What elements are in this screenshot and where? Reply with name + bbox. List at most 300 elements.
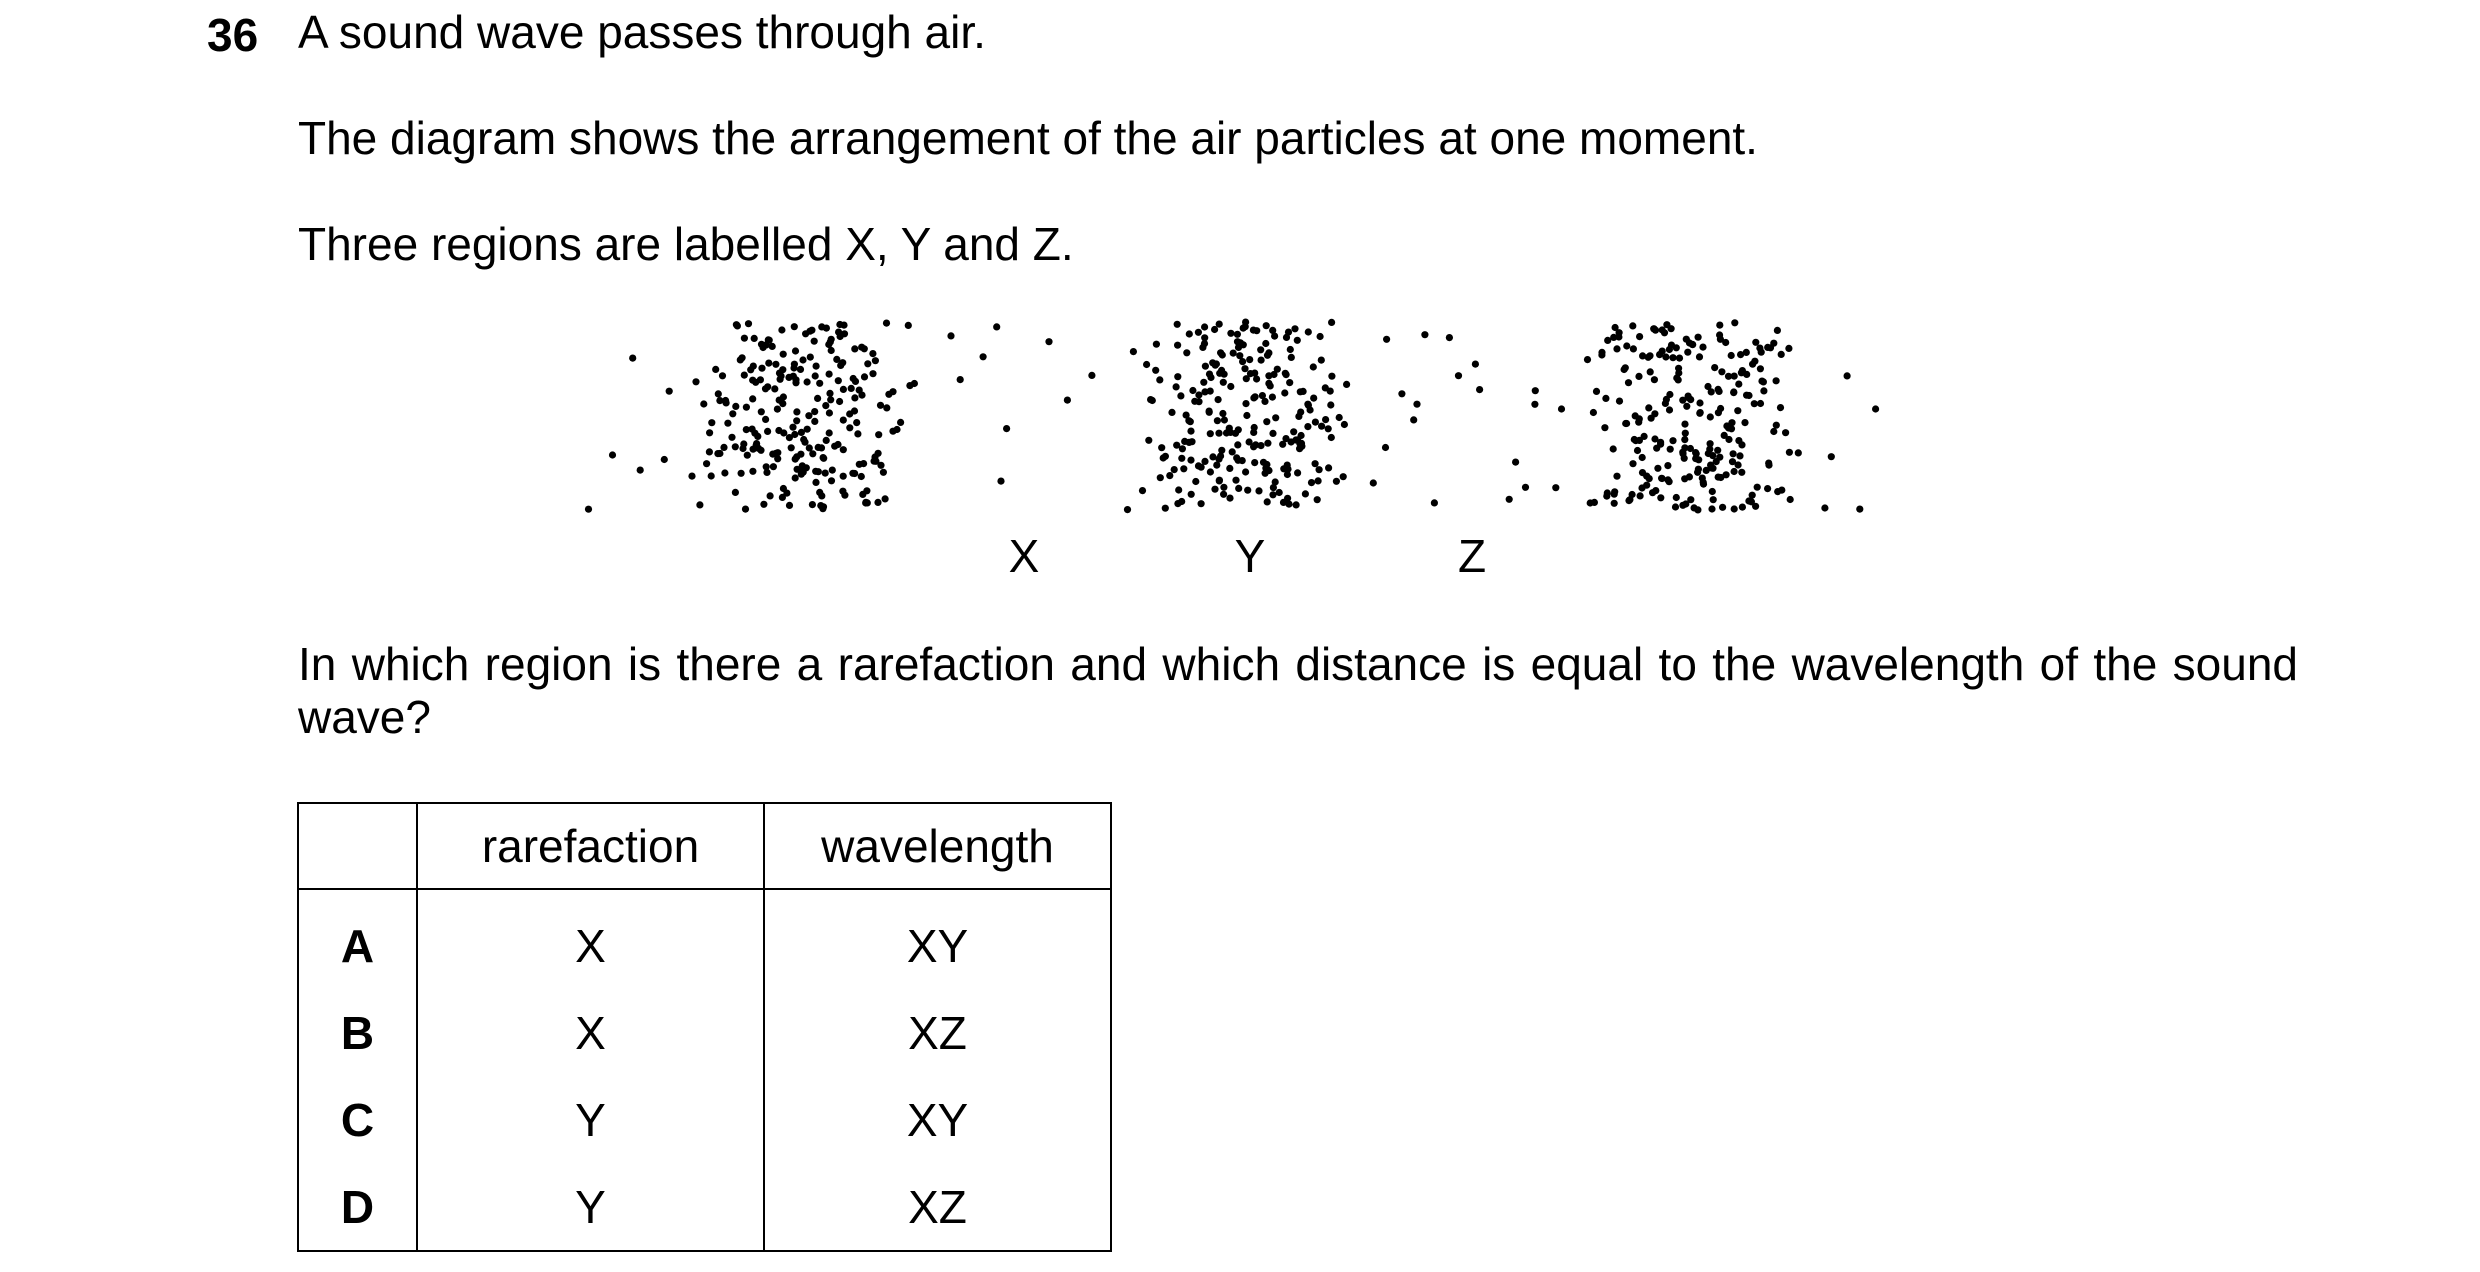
air-particle xyxy=(1672,503,1679,510)
air-particle xyxy=(1715,386,1722,393)
air-particle xyxy=(1643,482,1650,489)
air-particle xyxy=(721,469,728,476)
option-letter: A xyxy=(298,889,417,989)
option-letter: B xyxy=(298,989,417,1076)
air-particle xyxy=(1687,496,1694,503)
air-particle xyxy=(1213,360,1220,367)
air-particle xyxy=(1472,361,1479,368)
header-rarefaction: rarefaction xyxy=(417,803,764,889)
air-particle xyxy=(1795,449,1802,456)
air-particle xyxy=(1730,450,1737,457)
air-particle xyxy=(897,419,904,426)
air-particle xyxy=(863,487,870,494)
air-particle xyxy=(1626,496,1633,503)
air-particle xyxy=(823,437,830,444)
air-particle xyxy=(1239,358,1246,365)
air-particle xyxy=(877,462,884,469)
air-particle xyxy=(1215,396,1222,403)
air-particle xyxy=(1682,430,1689,437)
air-particle xyxy=(1201,323,1208,330)
air-particle xyxy=(846,424,853,431)
air-particle xyxy=(776,370,783,377)
air-particle xyxy=(1722,339,1729,346)
air-particle xyxy=(758,365,765,372)
air-particle xyxy=(715,390,722,397)
air-particles-diagram xyxy=(560,310,1940,600)
air-particle xyxy=(1274,366,1281,373)
question-prompt: In which region is there a rarefaction and which distance is equal to the wavelength of the sound wave? xyxy=(298,638,2298,743)
air-particle xyxy=(1322,416,1329,423)
air-particle xyxy=(1679,502,1686,509)
air-particle xyxy=(769,343,776,350)
air-particle xyxy=(864,360,871,367)
air-particle xyxy=(822,470,829,477)
air-particle xyxy=(826,409,833,416)
air-particle xyxy=(757,447,764,454)
air-particle xyxy=(1641,433,1648,440)
air-particle xyxy=(1234,441,1241,448)
air-particle xyxy=(1410,416,1417,423)
region-label-y: Y xyxy=(1234,530,1266,582)
air-particle xyxy=(1294,469,1301,476)
air-particle xyxy=(774,406,781,413)
air-particle xyxy=(1731,373,1738,380)
air-particle xyxy=(767,492,774,499)
air-particle xyxy=(1757,400,1764,407)
air-particle xyxy=(893,426,900,433)
air-particle xyxy=(819,505,826,512)
air-particle xyxy=(1294,337,1301,344)
air-particle xyxy=(853,419,860,426)
air-particle xyxy=(861,345,868,352)
air-particle xyxy=(792,474,799,481)
air-particle xyxy=(1730,388,1737,395)
air-particle xyxy=(1207,388,1214,395)
air-particle xyxy=(826,429,833,436)
air-particle xyxy=(1676,355,1683,362)
air-particle xyxy=(1697,409,1704,416)
air-particle xyxy=(1180,465,1187,472)
air-particle xyxy=(1179,445,1186,452)
air-particle xyxy=(1725,436,1732,443)
air-particle xyxy=(1476,386,1483,393)
option-row-a[interactable] xyxy=(298,889,1111,989)
air-particle xyxy=(1229,448,1236,455)
air-particle xyxy=(1195,398,1202,405)
air-particle xyxy=(1711,364,1718,371)
air-particle xyxy=(1757,365,1764,372)
air-particle xyxy=(1269,327,1276,334)
air-particle xyxy=(788,444,795,451)
air-particle xyxy=(993,323,1000,330)
air-particle xyxy=(1124,506,1131,513)
air-particle xyxy=(1206,408,1213,415)
air-particle xyxy=(812,468,819,475)
air-particle xyxy=(1760,378,1767,385)
air-particle xyxy=(1276,489,1283,496)
air-particle xyxy=(1623,342,1630,349)
air-particle xyxy=(1316,466,1323,473)
air-particle xyxy=(762,416,769,423)
air-particle xyxy=(712,366,719,373)
air-particle xyxy=(1269,394,1276,401)
air-particle xyxy=(1658,475,1665,482)
air-particle xyxy=(1288,354,1295,361)
air-particle xyxy=(1666,391,1673,398)
air-particle xyxy=(1679,397,1686,404)
air-particle xyxy=(1315,477,1322,484)
air-particle xyxy=(1751,358,1758,365)
air-particle xyxy=(585,506,592,513)
air-particle xyxy=(1413,401,1420,408)
air-particle xyxy=(1636,415,1643,422)
air-particle xyxy=(805,412,812,419)
air-particle xyxy=(1710,496,1717,503)
air-particle xyxy=(1764,485,1771,492)
air-particle xyxy=(1336,414,1343,421)
air-particle xyxy=(609,451,616,458)
air-particle xyxy=(1258,357,1265,364)
air-particle xyxy=(1178,498,1185,505)
air-particle xyxy=(765,360,772,367)
air-particle xyxy=(798,471,805,478)
air-particle xyxy=(1201,334,1208,341)
air-particle xyxy=(1261,398,1268,405)
air-particle xyxy=(840,386,847,393)
air-particle xyxy=(815,444,822,451)
air-particle xyxy=(738,470,745,477)
air-particle xyxy=(1637,492,1644,499)
option-row-c[interactable] xyxy=(298,1076,1111,1163)
air-particle xyxy=(820,455,827,462)
air-particle xyxy=(1263,322,1270,329)
air-particle xyxy=(1264,352,1271,359)
air-particle xyxy=(1250,429,1257,436)
air-particle xyxy=(1298,432,1305,439)
air-particle xyxy=(1666,406,1673,413)
header-wavelength: wavelength xyxy=(764,803,1111,889)
air-particle xyxy=(1646,475,1653,482)
air-particle xyxy=(1785,345,1792,352)
air-particle xyxy=(1774,327,1781,334)
air-particle xyxy=(1252,393,1259,400)
question-regions-description: Three regions are labelled X, Y and Z. xyxy=(298,218,1074,270)
air-particle xyxy=(1227,330,1234,337)
air-particle xyxy=(1325,464,1332,471)
air-particle xyxy=(840,473,847,480)
air-particle xyxy=(1232,477,1239,484)
air-particle xyxy=(1286,379,1293,386)
air-particle xyxy=(874,499,881,506)
air-particle xyxy=(1645,404,1652,411)
air-particle xyxy=(1778,351,1785,358)
air-particle xyxy=(1152,367,1159,374)
air-particle xyxy=(1269,430,1276,437)
air-particle xyxy=(1681,421,1688,428)
air-particle xyxy=(1308,479,1315,486)
air-particle xyxy=(688,473,695,480)
air-particle xyxy=(752,379,759,386)
air-particle xyxy=(771,385,778,392)
air-particle xyxy=(1206,371,1213,378)
air-particle xyxy=(1593,388,1600,395)
air-particle xyxy=(809,450,816,457)
air-particle xyxy=(809,501,816,508)
air-particle xyxy=(1657,494,1664,501)
air-particle xyxy=(1247,370,1254,377)
air-particle xyxy=(827,396,834,403)
air-particle xyxy=(629,355,636,362)
air-particle xyxy=(732,403,739,410)
air-particle xyxy=(1187,457,1194,464)
air-particle xyxy=(818,492,825,499)
air-particle xyxy=(1243,412,1250,419)
air-particle xyxy=(841,492,848,499)
air-particle xyxy=(1162,453,1169,460)
air-particle xyxy=(1218,447,1225,454)
air-particle xyxy=(793,417,800,424)
air-particle xyxy=(811,408,818,415)
air-particle xyxy=(1735,437,1742,444)
air-particle xyxy=(1175,486,1182,493)
air-particle xyxy=(980,353,987,360)
air-particle xyxy=(1679,449,1686,456)
air-particle xyxy=(666,388,673,395)
air-particle xyxy=(1735,381,1742,388)
air-particle xyxy=(803,464,810,471)
air-particle xyxy=(791,323,798,330)
air-particle xyxy=(828,347,835,354)
air-particle xyxy=(1743,371,1750,378)
air-particle xyxy=(1615,333,1622,340)
air-particle xyxy=(1147,396,1154,403)
air-particle xyxy=(719,372,726,379)
air-particle xyxy=(1327,388,1334,395)
air-particle xyxy=(1272,478,1279,485)
air-particle xyxy=(1651,410,1658,417)
air-particle xyxy=(1558,405,1565,412)
air-particle xyxy=(1312,419,1319,426)
air-particle xyxy=(1227,429,1234,436)
air-particle xyxy=(1304,423,1311,430)
air-particle xyxy=(772,450,779,457)
air-particle xyxy=(1714,447,1721,454)
air-particle xyxy=(840,446,847,453)
air-particle xyxy=(1242,323,1249,330)
air-particle xyxy=(742,506,749,513)
air-particle xyxy=(1673,494,1680,501)
air-particle xyxy=(1634,447,1641,454)
air-particle xyxy=(793,408,800,415)
air-particle xyxy=(1257,442,1264,449)
air-particle xyxy=(758,408,765,415)
air-particle xyxy=(835,377,842,384)
option-letter: C xyxy=(298,1076,417,1163)
air-particle xyxy=(947,332,954,339)
air-particle xyxy=(720,444,727,451)
air-particle xyxy=(783,490,790,497)
air-particle xyxy=(1703,467,1710,474)
air-particle xyxy=(1716,322,1723,329)
air-particle xyxy=(1695,334,1702,341)
air-particle xyxy=(883,320,890,327)
air-particle xyxy=(1234,331,1241,338)
air-particle xyxy=(1235,426,1242,433)
air-particle xyxy=(880,469,887,476)
air-particle xyxy=(1743,349,1750,356)
air-particle xyxy=(877,402,884,409)
air-particle xyxy=(797,451,804,458)
air-particle xyxy=(1312,460,1319,467)
air-particle xyxy=(1195,329,1202,336)
air-particle xyxy=(1669,437,1676,444)
air-particle xyxy=(1686,339,1693,346)
air-particle xyxy=(1844,372,1851,379)
air-particle xyxy=(1139,487,1146,494)
air-particle xyxy=(1773,377,1780,384)
option-rarefaction: Y xyxy=(417,1076,764,1163)
air-particle xyxy=(1255,487,1262,494)
air-particle xyxy=(1251,459,1258,466)
air-particle xyxy=(1207,430,1214,437)
air-particle xyxy=(1285,501,1292,508)
air-particle xyxy=(1736,452,1743,459)
air-particle xyxy=(792,379,799,386)
air-particle xyxy=(1284,471,1291,478)
air-particle xyxy=(1601,424,1608,431)
region-label-z: Z xyxy=(1457,530,1487,582)
air-particle xyxy=(1187,428,1194,435)
air-particle xyxy=(1506,496,1513,503)
air-particle xyxy=(1739,504,1746,511)
air-particle xyxy=(692,378,699,385)
air-particle xyxy=(1704,383,1711,390)
air-particle xyxy=(1774,488,1781,495)
air-particle xyxy=(728,434,735,441)
air-particle xyxy=(703,460,710,467)
option-rarefaction: X xyxy=(417,989,764,1076)
air-particle xyxy=(1681,436,1688,443)
air-particle xyxy=(1731,468,1738,475)
air-particle xyxy=(860,460,867,467)
air-particle xyxy=(760,501,767,508)
air-particle xyxy=(1333,478,1340,485)
air-particle xyxy=(1171,466,1178,473)
air-particles xyxy=(585,319,1879,514)
air-particle xyxy=(1622,364,1629,371)
air-particle xyxy=(1186,330,1193,337)
air-particle xyxy=(1522,484,1529,491)
air-particle xyxy=(1584,356,1591,363)
air-particle xyxy=(807,354,814,361)
air-particle xyxy=(1145,437,1152,444)
air-particle xyxy=(1242,468,1249,475)
air-particle xyxy=(1455,372,1462,379)
air-particle xyxy=(1673,344,1680,351)
air-particle xyxy=(1281,389,1288,396)
air-particle xyxy=(1773,422,1780,429)
air-particle xyxy=(637,467,644,474)
air-particle xyxy=(1174,321,1181,328)
air-particle xyxy=(1613,345,1620,352)
air-particle xyxy=(1227,383,1234,390)
air-particle xyxy=(1174,342,1181,349)
air-particle xyxy=(1709,488,1716,495)
air-particle xyxy=(1625,379,1632,386)
air-particle xyxy=(1267,382,1274,389)
air-particle xyxy=(1786,449,1793,456)
air-particle xyxy=(1290,428,1297,435)
air-particle xyxy=(1211,486,1218,493)
air-particle xyxy=(883,404,890,411)
air-particle xyxy=(700,400,707,407)
air-particle xyxy=(1590,409,1597,416)
air-particle xyxy=(818,323,825,330)
option-row-b[interactable] xyxy=(298,989,1111,1076)
air-particle xyxy=(732,443,739,450)
air-particle xyxy=(749,395,756,402)
air-particle xyxy=(1317,333,1324,340)
air-particle xyxy=(1263,418,1270,425)
air-particle xyxy=(1257,346,1264,353)
air-particle xyxy=(1166,472,1173,479)
air-particle xyxy=(851,407,858,414)
air-particle xyxy=(750,446,757,453)
air-particle xyxy=(852,378,859,385)
air-particle xyxy=(741,372,748,379)
option-wavelength: XZ xyxy=(764,989,1111,1076)
air-particle xyxy=(1675,376,1682,383)
air-particle xyxy=(1220,491,1227,498)
air-particle xyxy=(1307,406,1314,413)
air-particle xyxy=(1656,351,1663,358)
air-particle xyxy=(1731,319,1738,326)
air-particle xyxy=(811,418,818,425)
air-particle xyxy=(1707,440,1714,447)
air-particle xyxy=(1821,504,1828,511)
air-particle xyxy=(816,380,823,387)
air-particle xyxy=(822,402,829,409)
air-particle xyxy=(1591,499,1598,506)
air-particle xyxy=(1242,400,1249,407)
question-number: 36 xyxy=(207,9,259,61)
air-particle xyxy=(826,390,833,397)
air-particle xyxy=(1186,439,1193,446)
air-particle xyxy=(1198,464,1205,471)
air-particle xyxy=(1221,416,1228,423)
question-diagram-description: The diagram shows the arrangement of the air particles at one moment. xyxy=(298,112,1758,164)
air-particle xyxy=(812,479,819,486)
air-particle xyxy=(1782,429,1789,436)
air-particle xyxy=(724,420,731,427)
air-particle xyxy=(840,322,847,329)
air-particle xyxy=(1318,423,1325,430)
air-particle xyxy=(749,468,756,475)
air-particle xyxy=(1694,506,1701,513)
air-particle xyxy=(1765,462,1772,469)
air-particle xyxy=(1230,350,1237,357)
air-particle xyxy=(780,351,787,358)
option-row-d[interactable] xyxy=(298,1163,1111,1251)
air-particle xyxy=(772,361,779,368)
air-particle xyxy=(1235,485,1242,492)
air-particle xyxy=(1743,392,1750,399)
air-particle xyxy=(1654,465,1661,472)
air-particle xyxy=(1200,379,1207,386)
air-particle xyxy=(1639,454,1646,461)
air-particle xyxy=(1652,487,1659,494)
air-particle xyxy=(1327,401,1334,408)
